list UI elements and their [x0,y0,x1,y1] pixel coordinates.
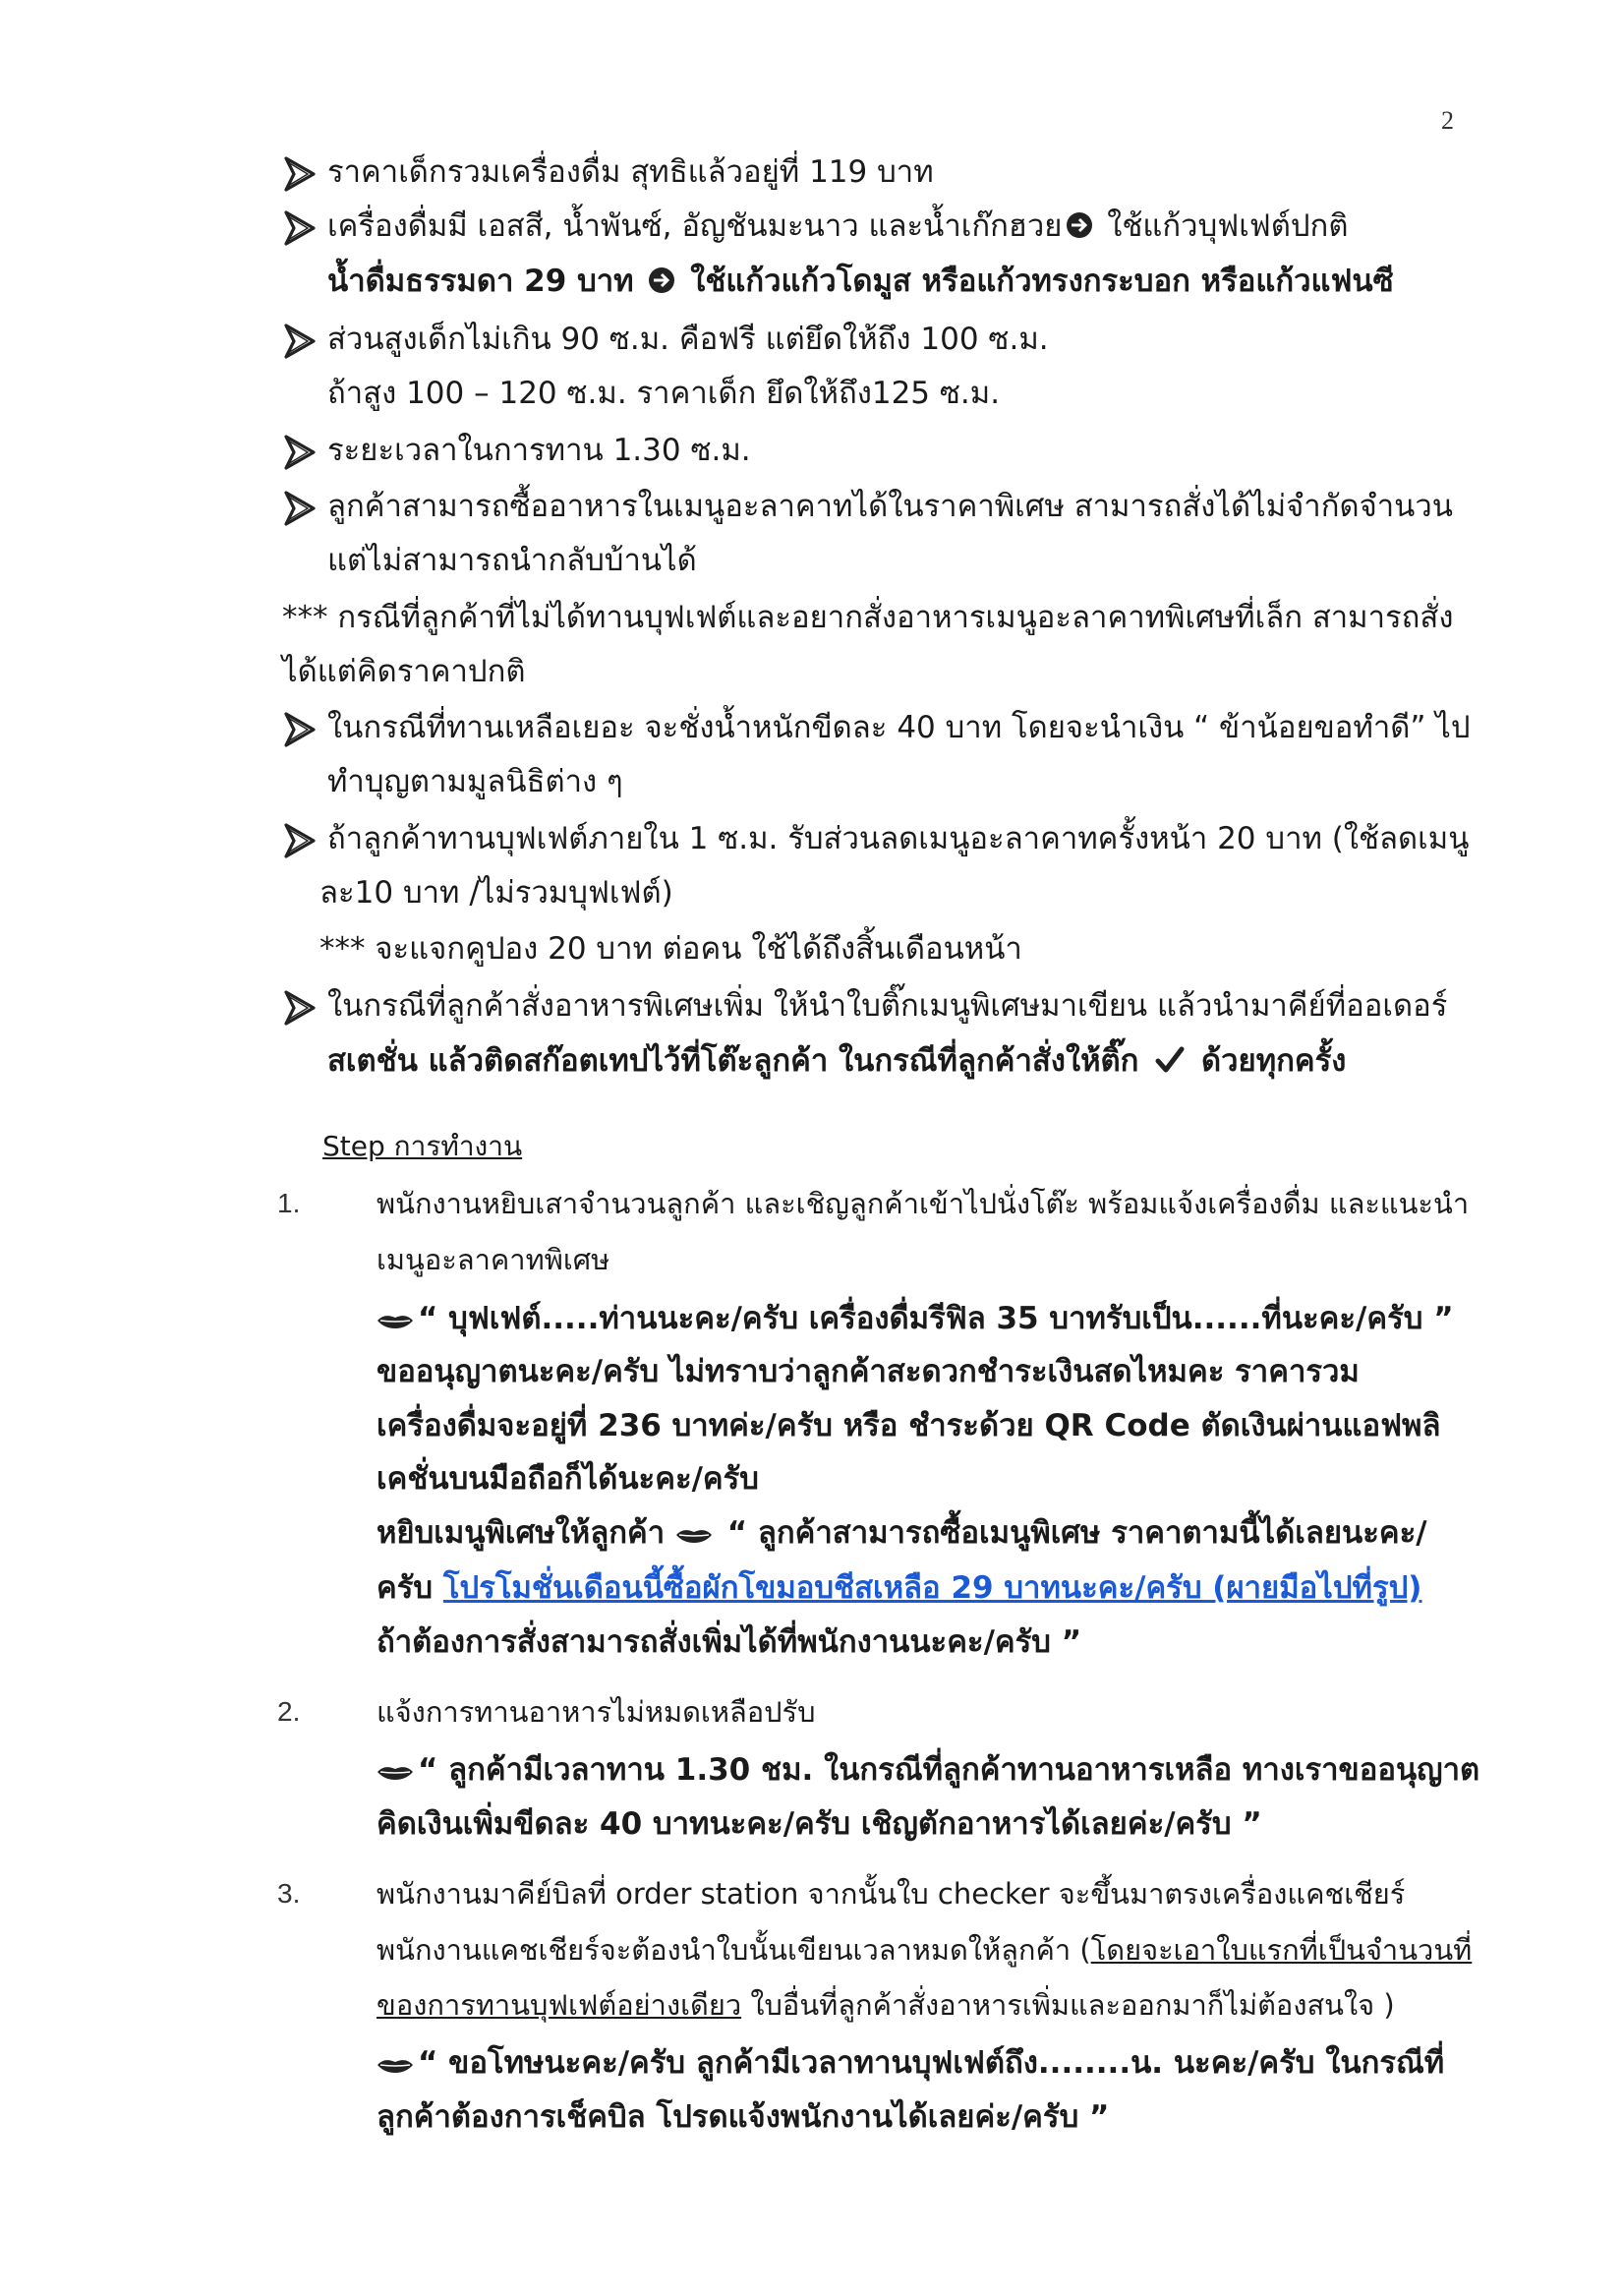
bullet-text-part: สเตชั่น แล้วติดสก๊อตเทปไว้ที่โต๊ะลูกค้า ในกรณีที่ลูกค้าสั่งให้ติ๊ก [327,1043,1150,1079]
lips-icon [377,2056,414,2074]
bullet-text: แต่ไม่สามารถนำกลับบ้านได้ [327,543,697,578]
bullet-text: ลูกค้าสามารถซื้ออาหารในเมนูอะลาคาทได้ในราคาพิเศษ สามารถสั่งได้ไม่จำกัดจำนวน [327,489,1453,524]
bullet-text-part: ด้วยทุกครั้ง [1190,1043,1347,1079]
bullet-text: ในกรณีที่ลูกค้าสั่งอาหารพิเศษเพิ่ม ให้นำใบติ๊กเมนูพิเศษมาเขียน แล้วนำมาคีย์ที่ออเดอร์ [327,988,1448,1024]
step-number: 1. [277,1188,301,1218]
step-text-underlined: ของการทานบุฟเฟต์อย่างเดียว [377,1988,742,2022]
script-line [377,1565,1421,1611]
script-line [377,1296,1454,1341]
steps-title: Step การทำงาน [322,1130,523,1162]
step-number: 2. [277,1696,301,1727]
step-text-part: พนักงานแคชเชียร์จะต้องนำใบนั้นเขียนเวลาหมดให้ลูกค้า ( [377,1933,1091,1967]
note-text: *** จะแจกคูปอง 20 บาท ต่อคน ใช้ได้ถึงสิ้นเดือนหน้า [319,931,1022,967]
checkmark-icon [1155,1045,1185,1075]
script-text: “ บุฟเฟต์.....ท่านนะคะ/ครับ เครื่องดื่มรีฟิล 35 บาทรับเป็น......ที่นะคะ/ครับ ” [418,1301,1454,1336]
arrow-bullet-icon [284,489,318,528]
step-text-part: ใบอื่นที่ลูกค้าสั่งอาหารเพิ่มและออกมาก็ไม่ต้องสนใจ ) [741,1988,1395,2022]
bullet-text [327,1038,1346,1084]
script-text: “ ลูกค้าสามารถซื้อเมนูพิเศษ ราคาตามนี้ได้เลยนะคะ/ [716,1515,1427,1551]
bullet-text: ถ้าลูกค้าทานบุฟเฟต์ภายใน 1 ซ.ม. รับส่วนลดเมนูอะลาคาทครั้งหน้า 20 บาท (ใช้ลดเมนู [327,821,1470,856]
script-text: ลูกค้าต้องการเช็คบิล โปรดแจ้งพนักงานได้เลยค่ะ/ครับ ” [377,2099,1110,2135]
step-text: แจ้งการทานอาหารไม่หมดเหลือปรับ [377,1695,816,1729]
lips-icon [675,1526,713,1544]
script-line [377,1510,1427,1556]
arrow-bullet-icon [284,988,318,1028]
lips-icon [377,1312,414,1329]
bullet-text [327,204,1348,249]
bullet-text: ละ10 บาท /ไม่รวมบุฟเฟต์) [319,875,673,911]
arrow-bullet-icon [284,322,318,361]
bullet-text-part: ใช้แก้วบุฟเฟต์ปกติ [1097,208,1349,244]
script-text: “ ลูกค้ามีเวลาทาน 1.30 ชม. ในกรณีที่ลูกค้าทานอาหารเหลือ ทางเราขออนุญาต [418,1752,1480,1788]
circle-arrow-icon [1066,211,1093,239]
script-text: ครับ [377,1570,443,1606]
script-text: “ ขอโทษนะคะ/ครับ ลูกค้ามีเวลาทานบุฟเฟต์ถึง........น. นะคะ/ครับ ในกรณีที่ [418,2045,1445,2081]
script-line [377,2040,1444,2086]
step-number: 3. [277,1878,301,1909]
bullet-text-part: ใช้แก้วแก้วโดมูส หรือแก้วทรงกระบอก หรือแก้วแฟนซี [679,264,1394,299]
bullet-text-part: น้ำดื่มธรรมดา 29 บาท [327,264,645,299]
step-text: พนักงานหยิบเสาจำนวนลูกค้า และเชิญลูกค้าเข้าไปนั่งโต๊ะ พร้อมแจ้งเครื่องดื่ม และแนะนำ [377,1187,1470,1220]
step-text: เมนูอะลาคาทพิเศษ [377,1243,610,1276]
arrow-bullet-icon [284,208,318,248]
script-text: เครื่องดื่มจะอยู่ที่ 236 บาทค่ะ/ครับ หรือ ชำระด้วย QR Code ตัดเงินผ่านแอฟพลิ [377,1408,1441,1443]
arrow-bullet-icon [284,821,318,860]
script-text: เคชั่นบนมือถือก็ได้นะคะ/ครับ [377,1461,759,1497]
bullet-text: ราคาเด็กรวมเครื่องดื่ม สุทธิแล้วอยู่ที่ 119 บาท [327,154,934,190]
bullet-text [327,259,1394,304]
script-text: ขออนุญาตนะคะ/ครับ ไม่ทราบว่าลูกค้าสะดวกชำระเงินสดไหมคะ ราคารวม [377,1354,1360,1389]
bullet-text: ระยะเวลาในการทาน 1.30 ซ.ม. [327,433,751,468]
step-text [377,1927,1472,1972]
lips-icon [377,1763,414,1781]
step-text: พนักงานมาคีย์บิลที่ order station จากนั้นใบ checker จะขึ้นมาตรงเครื่องแคชเชียร์ [377,1877,1406,1911]
circle-arrow-icon [648,266,675,294]
step-text [377,1982,1395,2028]
script-text: คิดเงินเพิ่มขีดละ 40 บาทนะคะ/ครับ เชิญตักอาหารได้เลยค่ะ/ครับ ” [377,1806,1262,1842]
script-text: ถ้าต้องการสั่งสามารถสั่งเพิ่มได้ที่พนักงานนะคะ/ครับ ” [377,1624,1082,1660]
bullet-text-part: เครื่องดื่มมี เอสสี, น้ำพันซ์, อัญชันมะนาว และน้ำเก๊กฮวย [327,208,1063,244]
page-number: 2 [1441,106,1454,135]
arrow-bullet-icon [284,433,318,472]
promotion-link[interactable]: โปรโมชั่นเดือนนี้ซื้อผักโขมอบชีสเหลือ 29 บาทนะคะ/ครับ (ผายมือไปที่รูป) [442,1570,1422,1606]
script-text: หยิบเมนูพิเศษให้ลูกค้า [377,1515,675,1551]
note-text: *** กรณีที่ลูกค้าที่ไม่ได้ทานบุฟเฟต์และอยากสั่งอาหารเมนูอะลาคาทพิเศษที่เล็ก สามารถสั่ง [282,600,1454,635]
bullet-text: ทำบุญตามมูลนิธิต่าง ๆ [327,764,623,799]
step-text-underlined: โดยจะเอาใบแรกที่เป็นจำนวนที่ [1090,1933,1473,1967]
script-line [377,1747,1479,1793]
bullet-text: ถ้าสูง 100 – 120 ซ.ม. ราคาเด็ก ยึดให้ถึง125 ซ.ม. [327,376,1001,411]
bullet-text: ในกรณีที่ทานเหลือเยอะ จะชั่งน้ำหนักขีดละ 40 บาท โดยจะนำเงิน “ ข้าน้อยขอทำดี” ไป [327,710,1471,745]
arrow-bullet-icon [284,710,318,749]
arrow-bullet-icon [284,154,318,194]
note-text: ได้แต่คิดราคาปกติ [282,654,526,689]
bullet-text: ส่วนสูงเด็กไม่เกิน 90 ซ.ม. คือฟรี แต่ยึดให้ถึง 100 ซ.ม. [327,322,1049,357]
